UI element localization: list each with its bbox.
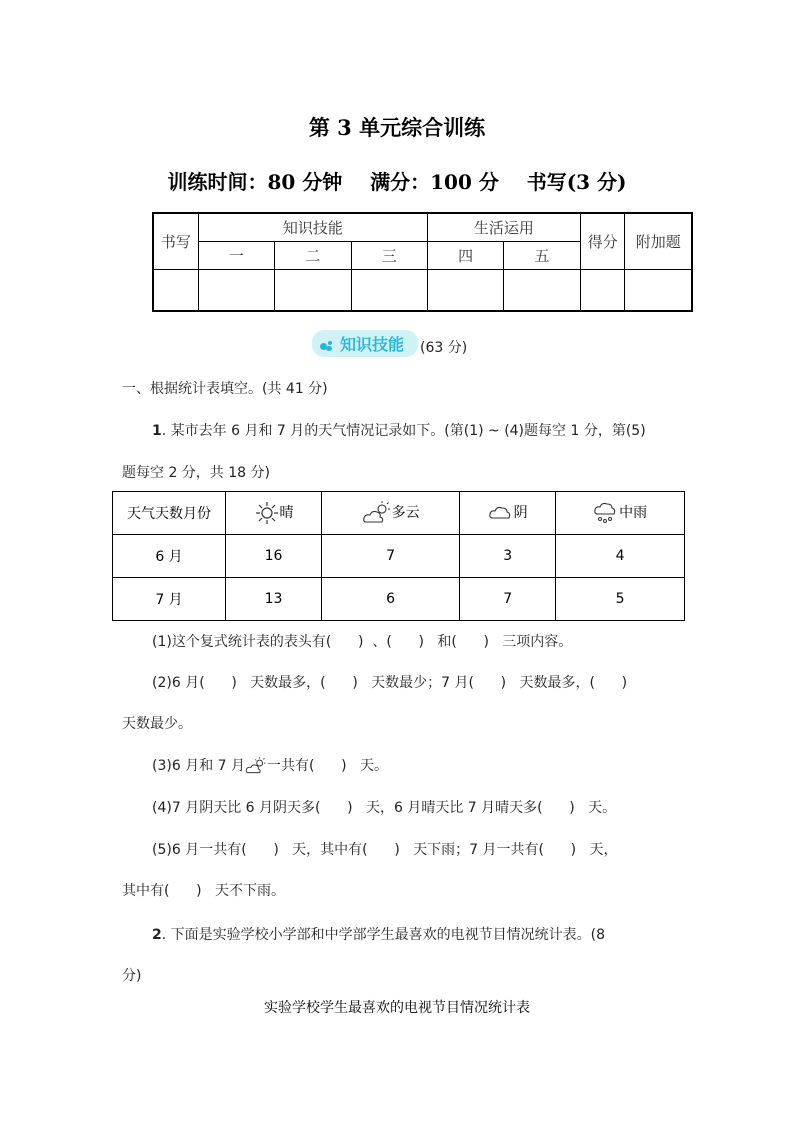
score-sub-col: 三 (351, 241, 427, 269)
q1-text-line2: 题每空 2 分，共 18 分) (122, 465, 270, 481)
sub-question-5a: (5)6 月一共有( ) 天，其中有( ) 天下雨；7 月一共有( ) 天， (152, 842, 618, 858)
weather-cell: 6 (322, 578, 460, 621)
score-group-application: 生活运用 (427, 213, 580, 241)
score-col-score: 得分 (580, 213, 625, 269)
section-points: (63 分) (420, 340, 468, 356)
weather-cell: 7 (460, 578, 556, 621)
q2-number: 2 (152, 927, 162, 943)
weather-header-label: 阴 (513, 505, 528, 521)
sub-question-4: (4)7 月阴天比 6 月阴天多( ) 天，6 月晴天比 7 月晴天多( ) 天。 (152, 800, 617, 816)
score-cell[interactable] (504, 269, 580, 311)
sub-question-3 (152, 755, 388, 776)
score-col-extra: 附加题 (625, 213, 692, 269)
sub-question-2b: 天数最少。 (122, 716, 192, 732)
q2-text-line1 (152, 924, 605, 944)
score-sub-col: 五 (504, 241, 580, 269)
score-group-knowledge: 知识技能 (198, 213, 427, 241)
score-col-writing: 书写 (153, 213, 198, 269)
score-cell[interactable] (625, 269, 692, 311)
weather-cell: 3 (460, 535, 556, 578)
score-sub-col: 一 (198, 241, 274, 269)
weather-cell: 7 (322, 535, 460, 578)
cloudy-sun-icon (362, 501, 392, 525)
sub-question-5b: 其中有( ) 天不下雨。 (122, 883, 285, 899)
weather-cell: 16 (226, 535, 322, 578)
section-badge (312, 330, 418, 357)
sub-question-3-post: 一共有( ) 天。 (267, 758, 388, 774)
weather-header-label: 晴 (279, 505, 294, 521)
score-cell[interactable] (351, 269, 427, 311)
weather-header-overcast (460, 492, 556, 535)
weather-header-sunny (226, 492, 322, 535)
score-cell[interactable] (580, 269, 625, 311)
weather-header-label: 多云 (391, 505, 420, 521)
section-header (312, 330, 467, 356)
page-subtitle: 训练时间：80 分钟 满分：100 分 书写(3 分) (167, 170, 627, 194)
score-cell[interactable] (427, 269, 503, 311)
bubbles-icon (320, 341, 334, 351)
sub-question-1: (1)这个复式统计表的表头有( ) 、( ) 和( ) 三项内容。 (152, 634, 573, 650)
score-cell[interactable] (275, 269, 351, 311)
score-sub-col: 四 (427, 241, 503, 269)
q1-heading: 一、根据统计表填空。(共 41 分) (122, 381, 328, 397)
weather-corner-header: 天气天数月份 (113, 492, 226, 535)
weather-table (112, 491, 685, 621)
q2-text-line2: 分) (122, 968, 142, 984)
weather-cell: 5 (556, 578, 685, 621)
weather-header-rain (556, 492, 685, 535)
table2-caption: 实验学校学生最喜欢的电视节目情况统计表 (264, 1000, 530, 1016)
score-sub-col: 二 (275, 241, 351, 269)
sub-question-2a: (2)6 月( ) 天数最多，( ) 天数最少；7 月( ) 天数最多，( ) (152, 675, 628, 691)
cloud-icon (488, 502, 514, 524)
weather-header-label: 中雨 (619, 505, 648, 521)
cloudy-sun-icon (245, 756, 267, 776)
sub-question-3-pre: (3)6 月和 7 月 (152, 758, 245, 774)
page-title: 第 3 单元综合训练 (308, 115, 486, 140)
q1-number: 1 (152, 423, 162, 439)
section-label: 知识技能 (340, 335, 405, 354)
q1-text: . 某市去年 6 月和 7 月的天气情况记录如下。(第(1) ~ (4)题每空 1 分，第(5) (161, 423, 646, 439)
score-cell[interactable] (153, 269, 198, 311)
rain-cloud-icon (593, 501, 619, 525)
sun-icon (254, 501, 280, 525)
q1-text-line1 (152, 420, 646, 440)
weather-row-month: 7 月 (113, 578, 226, 621)
q2-text: . 下面是实验学校小学部和中学部学生最喜欢的电视节目情况统计表。(8 (161, 927, 606, 943)
weather-row-month: 6 月 (113, 535, 226, 578)
weather-header-cloudy (322, 492, 460, 535)
weather-cell: 4 (556, 535, 685, 578)
score-table (152, 212, 693, 312)
score-cell[interactable] (198, 269, 274, 311)
weather-cell: 13 (226, 578, 322, 621)
